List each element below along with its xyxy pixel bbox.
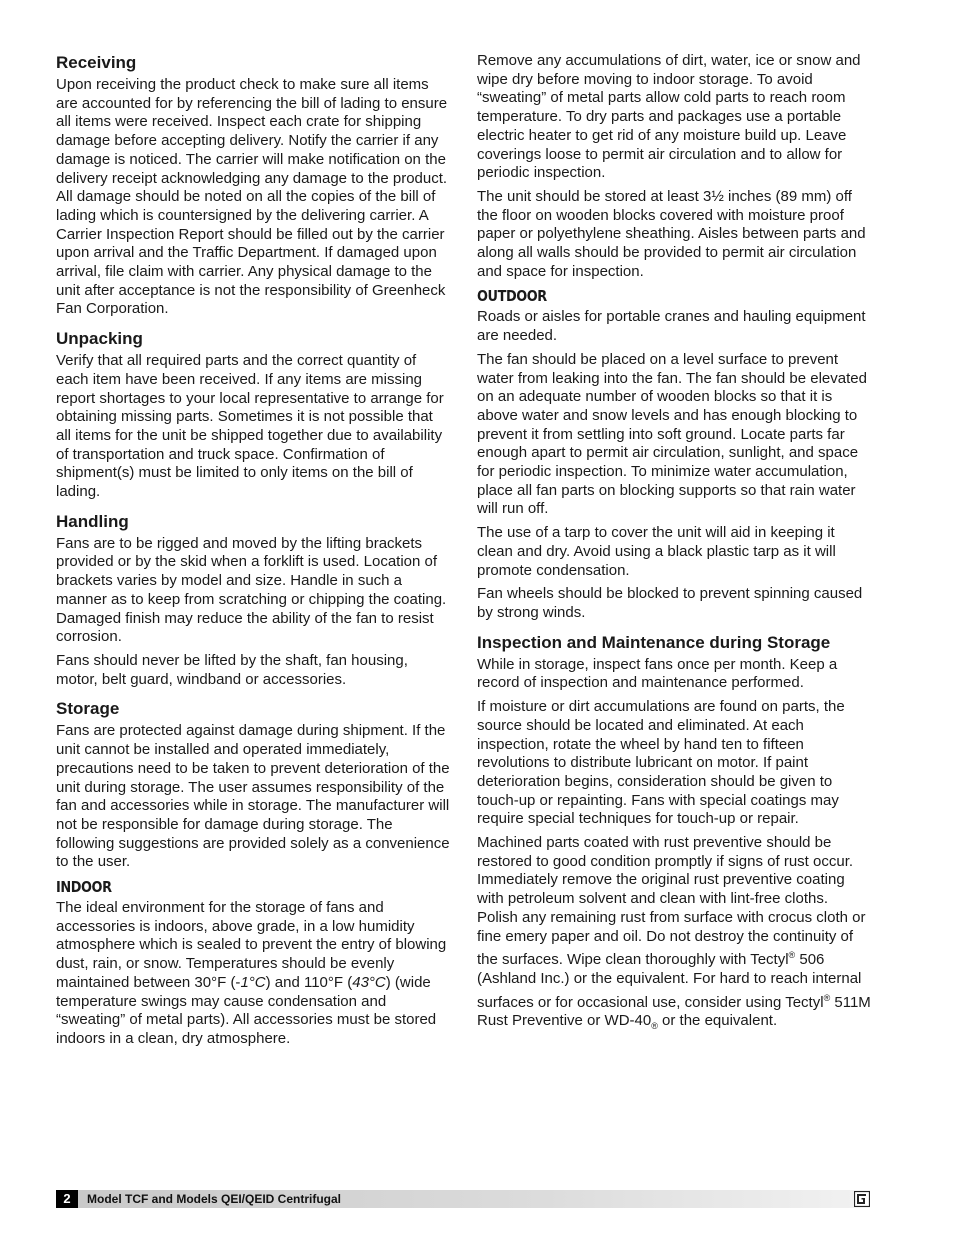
registered-mark-2: ®: [823, 992, 831, 1003]
indoor-text-e: ) (wide temperature swings may cause condensation and “sweating” of metal parts). All accessories must be stored indoors in a clean, dry atmosphere.: [56, 973, 437, 1047]
outdoor-paragraph-4: Fan wheels should be blocked to prevent spinning caused by strong winds.: [477, 585, 863, 621]
handling-paragraph-1: Fans are to be rigged and moved by the lifting brackets provided or by the skid when a forklift is used. Location of brackets varies by model and size. Handle in such a manner as to keep from scratching or chipping the coating. Damaged finish may reduce the ability of the fan to resist corrosion.: [56, 534, 447, 646]
indoor-text-c: ) and 110°F (: [265, 973, 353, 991]
handling-heading: Handling: [56, 511, 129, 531]
indoor-continued-paragraph-1: Remove any accumulations of dirt, water, ice or snow and wipe dry before moving to indoor storage. To avoid “sweating” of metal parts allow cold parts to reach room temperature. To dry parts and packages use a portable electric heater to get rid of any moisture build up. Leave coverings loose to permit air circulation and to allow for periodic inspection.: [477, 52, 861, 182]
indoor-text-a: The ideal environment for the storage of fans and accessories is indoors, above grade, in a low humidity atmosphere which is sealed to prevent the entry of blowing dust, rain, or snow. Temperatures should be evenly maintained between 30°F (-: [56, 899, 447, 991]
outdoor-heading: OUTDOOR: [477, 287, 547, 306]
registered-mark-3: ®: [651, 1021, 658, 1032]
greenheck-logo-icon: [854, 1191, 870, 1207]
footer-title: Model TCF and Models QEI/QEID Centrifugal: [87, 1192, 342, 1206]
handling-paragraph-2: Fans should never be lifted by the shaft, fan housing, motor, belt guard, windband or accessories.: [56, 651, 408, 688]
indoor-celsius-low: 1°C: [240, 973, 266, 991]
indoor-continued-paragraph-2: The unit should be stored at least 3½ inches (89 mm) off the floor on wooden blocks covered with moisture proof paper or polyethylene sheathing. Aisles between parts and along all walls should be provided to permit air circulation and space for inspection.: [477, 187, 866, 280]
inspection-paragraph-3: [477, 834, 873, 1036]
storage-paragraph: Fans are protected against damage during shipment. If the unit cannot be installed and operated immediately, precautions need to be taken to prevent deterioration of the unit during storage. The user assumes responsibility of the fan and accessories while in storage. The manufacturer will not be responsible for damage during storage. The following suggestions are provided solely as a convenience to the user.: [56, 722, 450, 871]
indoor-heading: INDOOR: [56, 878, 112, 897]
outdoor-paragraph-1: Roads or aisles for portable cranes and hauling equipment are needed.: [477, 308, 866, 345]
inspection-text-c: 511M Rust Preventive or WD-40: [477, 993, 871, 1030]
inspection-text-a: Machined parts coated with rust preventive should be restored to good condition promptly if signs of rust occur. Immediately remove the original rust preventive coating with petroleum solvent and clean with lint-free cloths. Polish any remaining rust from surface with crocus cloth or fine emery paper and oil. Do not destroy the continuity of the surfaces. Wipe clean thoroughly with Tectyl: [477, 834, 866, 969]
unpacking-heading: Unpacking: [56, 329, 143, 349]
inspection-heading: Inspection and Maintenance during Storage: [477, 632, 831, 652]
outdoor-paragraph-2: The fan should be placed on a level surface to prevent water from leaking into the fan. The fan should be elevated on an adequate number of wooden blocks so that it is above water and snow levels and has enough blocking to prevent it from settling into soft ground. Locate parts far enough apart to permit air circulation, sunlight, and space for periodic inspection. To minimize water accumulation, place all fan parts on blocking supports so that rain water will run off.: [477, 350, 867, 518]
inspection-text-d: or the equivalent.: [657, 1012, 778, 1030]
registered-mark-1: ®: [788, 950, 796, 961]
page-footer: [56, 1190, 870, 1208]
indoor-celsius-high: 43°C: [352, 973, 386, 991]
inspection-paragraph-1: While in storage, inspect fans once per month. Keep a record of inspection and maintenance performed.: [477, 655, 838, 692]
outdoor-paragraph-3: The use of a tarp to cover the unit will aid in keeping it clean and dry. Avoid using a black plastic tarp as it will promote condensation.: [477, 524, 836, 579]
unpacking-paragraph: Verify that all required parts and the correct quantity of each item have been received. If any items are missing report shortages to your local representative to arrange for obtaining missing parts. Sometimes it is not possible that all items for the unit be shipped together due to availability of transportation and truck space. Confirmation of shipment(s) must be limited to only items on the bill of lading.: [56, 352, 444, 501]
indoor-paragraph: [56, 899, 452, 1049]
storage-heading: Storage: [56, 699, 120, 719]
right-column: [477, 52, 873, 1041]
inspection-text-b: 506 (Ashland Inc.) or the equivalent. For hard to reach internal surfaces or for occasional use, consider using Tectyl: [477, 951, 862, 1011]
page-number: 2: [56, 1190, 78, 1208]
left-column: [56, 52, 452, 1054]
inspection-paragraph-2: If moisture or dirt accumulations are found on parts, the source should be located and eliminated. At each inspection, rotate the wheel by hand ten to fifteen revolutions to distribute lubricant on motor. If paint deterioration begins, consideration should be given to touch-up or repainting. Fans with special coatings may require special techniques for touch-up or repair.: [477, 698, 845, 828]
receiving-paragraph: Upon receiving the product check to make sure all items are accounted for by referencing the bill of lading to ensure all items were received. Inspect each crate for shipping damage before accepting delivery. Notify the carrier if any damage is noticed. The carrier will make notification on the delivery receipt acknowledging any damage to the product. All damage should be noted on all the copies of the bill of lading which is countersigned by the delivering carrier. A Carrier Inspection Report should be filled out by the carrier upon arrival and the Traffic Department. If damaged upon arrival, file claim with carrier. Any physical damage to the unit after acceptance is not the responsibility of Greenheck Fan Corporation.: [56, 76, 448, 318]
receiving-heading: Receiving: [56, 53, 137, 72]
